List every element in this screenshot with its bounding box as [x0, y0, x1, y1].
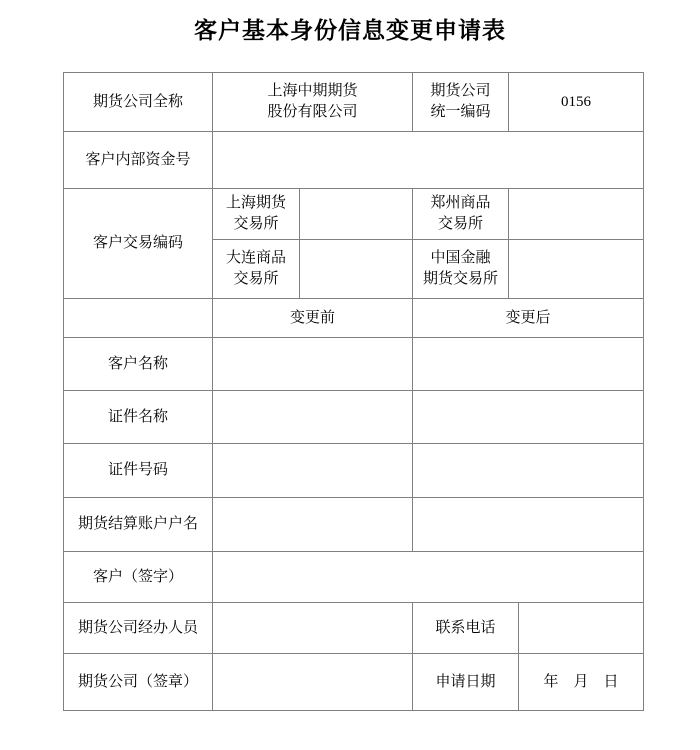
settlement-account-after — [413, 498, 644, 552]
customer-signature-value — [213, 552, 644, 603]
company-name-line1: 上海中期期货 — [267, 83, 358, 99]
certificate-name-after — [413, 391, 644, 444]
change-header-corner — [64, 299, 213, 338]
certificate-number-after — [413, 444, 644, 498]
customer-signature-label: 客户（签字） — [64, 552, 213, 603]
internal-fund-label: 客户内部资金号 — [64, 132, 213, 189]
handler-label: 期货公司经办人员 — [64, 603, 213, 654]
cffex-label — [413, 240, 509, 299]
internal-fund-value — [213, 132, 644, 189]
company-name-label: 期货公司全称 — [64, 73, 213, 132]
shfe-label — [213, 189, 300, 240]
shfe-code-value — [300, 189, 413, 240]
customer-name-before — [213, 338, 413, 391]
company-code-label-line2: 统一编码 — [430, 104, 491, 120]
certificate-name-row — [64, 391, 644, 444]
certificate-name-before — [213, 391, 413, 444]
application-date-label: 申请日期 — [413, 654, 519, 711]
company-code-value: 0156 — [509, 73, 644, 132]
zce-label-line1: 郑州商品 — [430, 195, 491, 211]
application-date-value: 年 月 日 — [519, 654, 644, 711]
dce-label-line2: 交易所 — [233, 271, 279, 287]
trading-code-label: 客户交易编码 — [64, 189, 213, 299]
settlement-account-before — [213, 498, 413, 552]
handler-row — [64, 603, 644, 654]
company-seal-row — [64, 654, 644, 711]
dce-label — [213, 240, 300, 299]
customer-name-row — [64, 338, 644, 391]
zce-code-value — [509, 189, 644, 240]
cffex-label-line1: 中国金融 — [430, 250, 491, 266]
page-title: 客户基本身份信息变更申请表 — [194, 17, 506, 43]
handler-value — [213, 603, 413, 654]
change-header-row — [64, 299, 644, 338]
company-code-label — [413, 73, 509, 132]
zce-label — [413, 189, 509, 240]
before-change-header: 变更前 — [213, 299, 413, 338]
application-form-table — [63, 72, 644, 711]
dce-label-line1: 大连商品 — [225, 250, 286, 266]
company-code-label-line1: 期货公司 — [430, 83, 491, 99]
customer-signature-row — [64, 552, 644, 603]
certificate-name-label: 证件名称 — [64, 391, 213, 444]
shfe-label-line1: 上海期货 — [225, 195, 286, 211]
zce-label-line2: 交易所 — [438, 216, 484, 232]
customer-name-label: 客户名称 — [64, 338, 213, 391]
cffex-label-line2: 期货交易所 — [423, 271, 499, 287]
after-change-header: 变更后 — [413, 299, 644, 338]
contact-phone-label: 联系电话 — [413, 603, 519, 654]
company-name-line2: 股份有限公司 — [267, 104, 358, 120]
cffex-code-value — [509, 240, 644, 299]
settlement-account-label: 期货结算账户户名 — [64, 498, 213, 552]
company-seal-value — [213, 654, 413, 711]
customer-name-after — [413, 338, 644, 391]
certificate-number-label: 证件号码 — [64, 444, 213, 498]
certificate-number-row — [64, 444, 644, 498]
company-name-value — [213, 73, 413, 132]
contact-phone-value — [519, 603, 644, 654]
company-row — [64, 73, 644, 132]
internal-fund-row — [64, 132, 644, 189]
settlement-account-row — [64, 498, 644, 552]
certificate-number-before — [213, 444, 413, 498]
company-seal-label: 期货公司（签章） — [64, 654, 213, 711]
shfe-label-line2: 交易所 — [233, 216, 279, 232]
dce-code-value — [300, 240, 413, 299]
trading-code-row-1 — [64, 189, 644, 240]
